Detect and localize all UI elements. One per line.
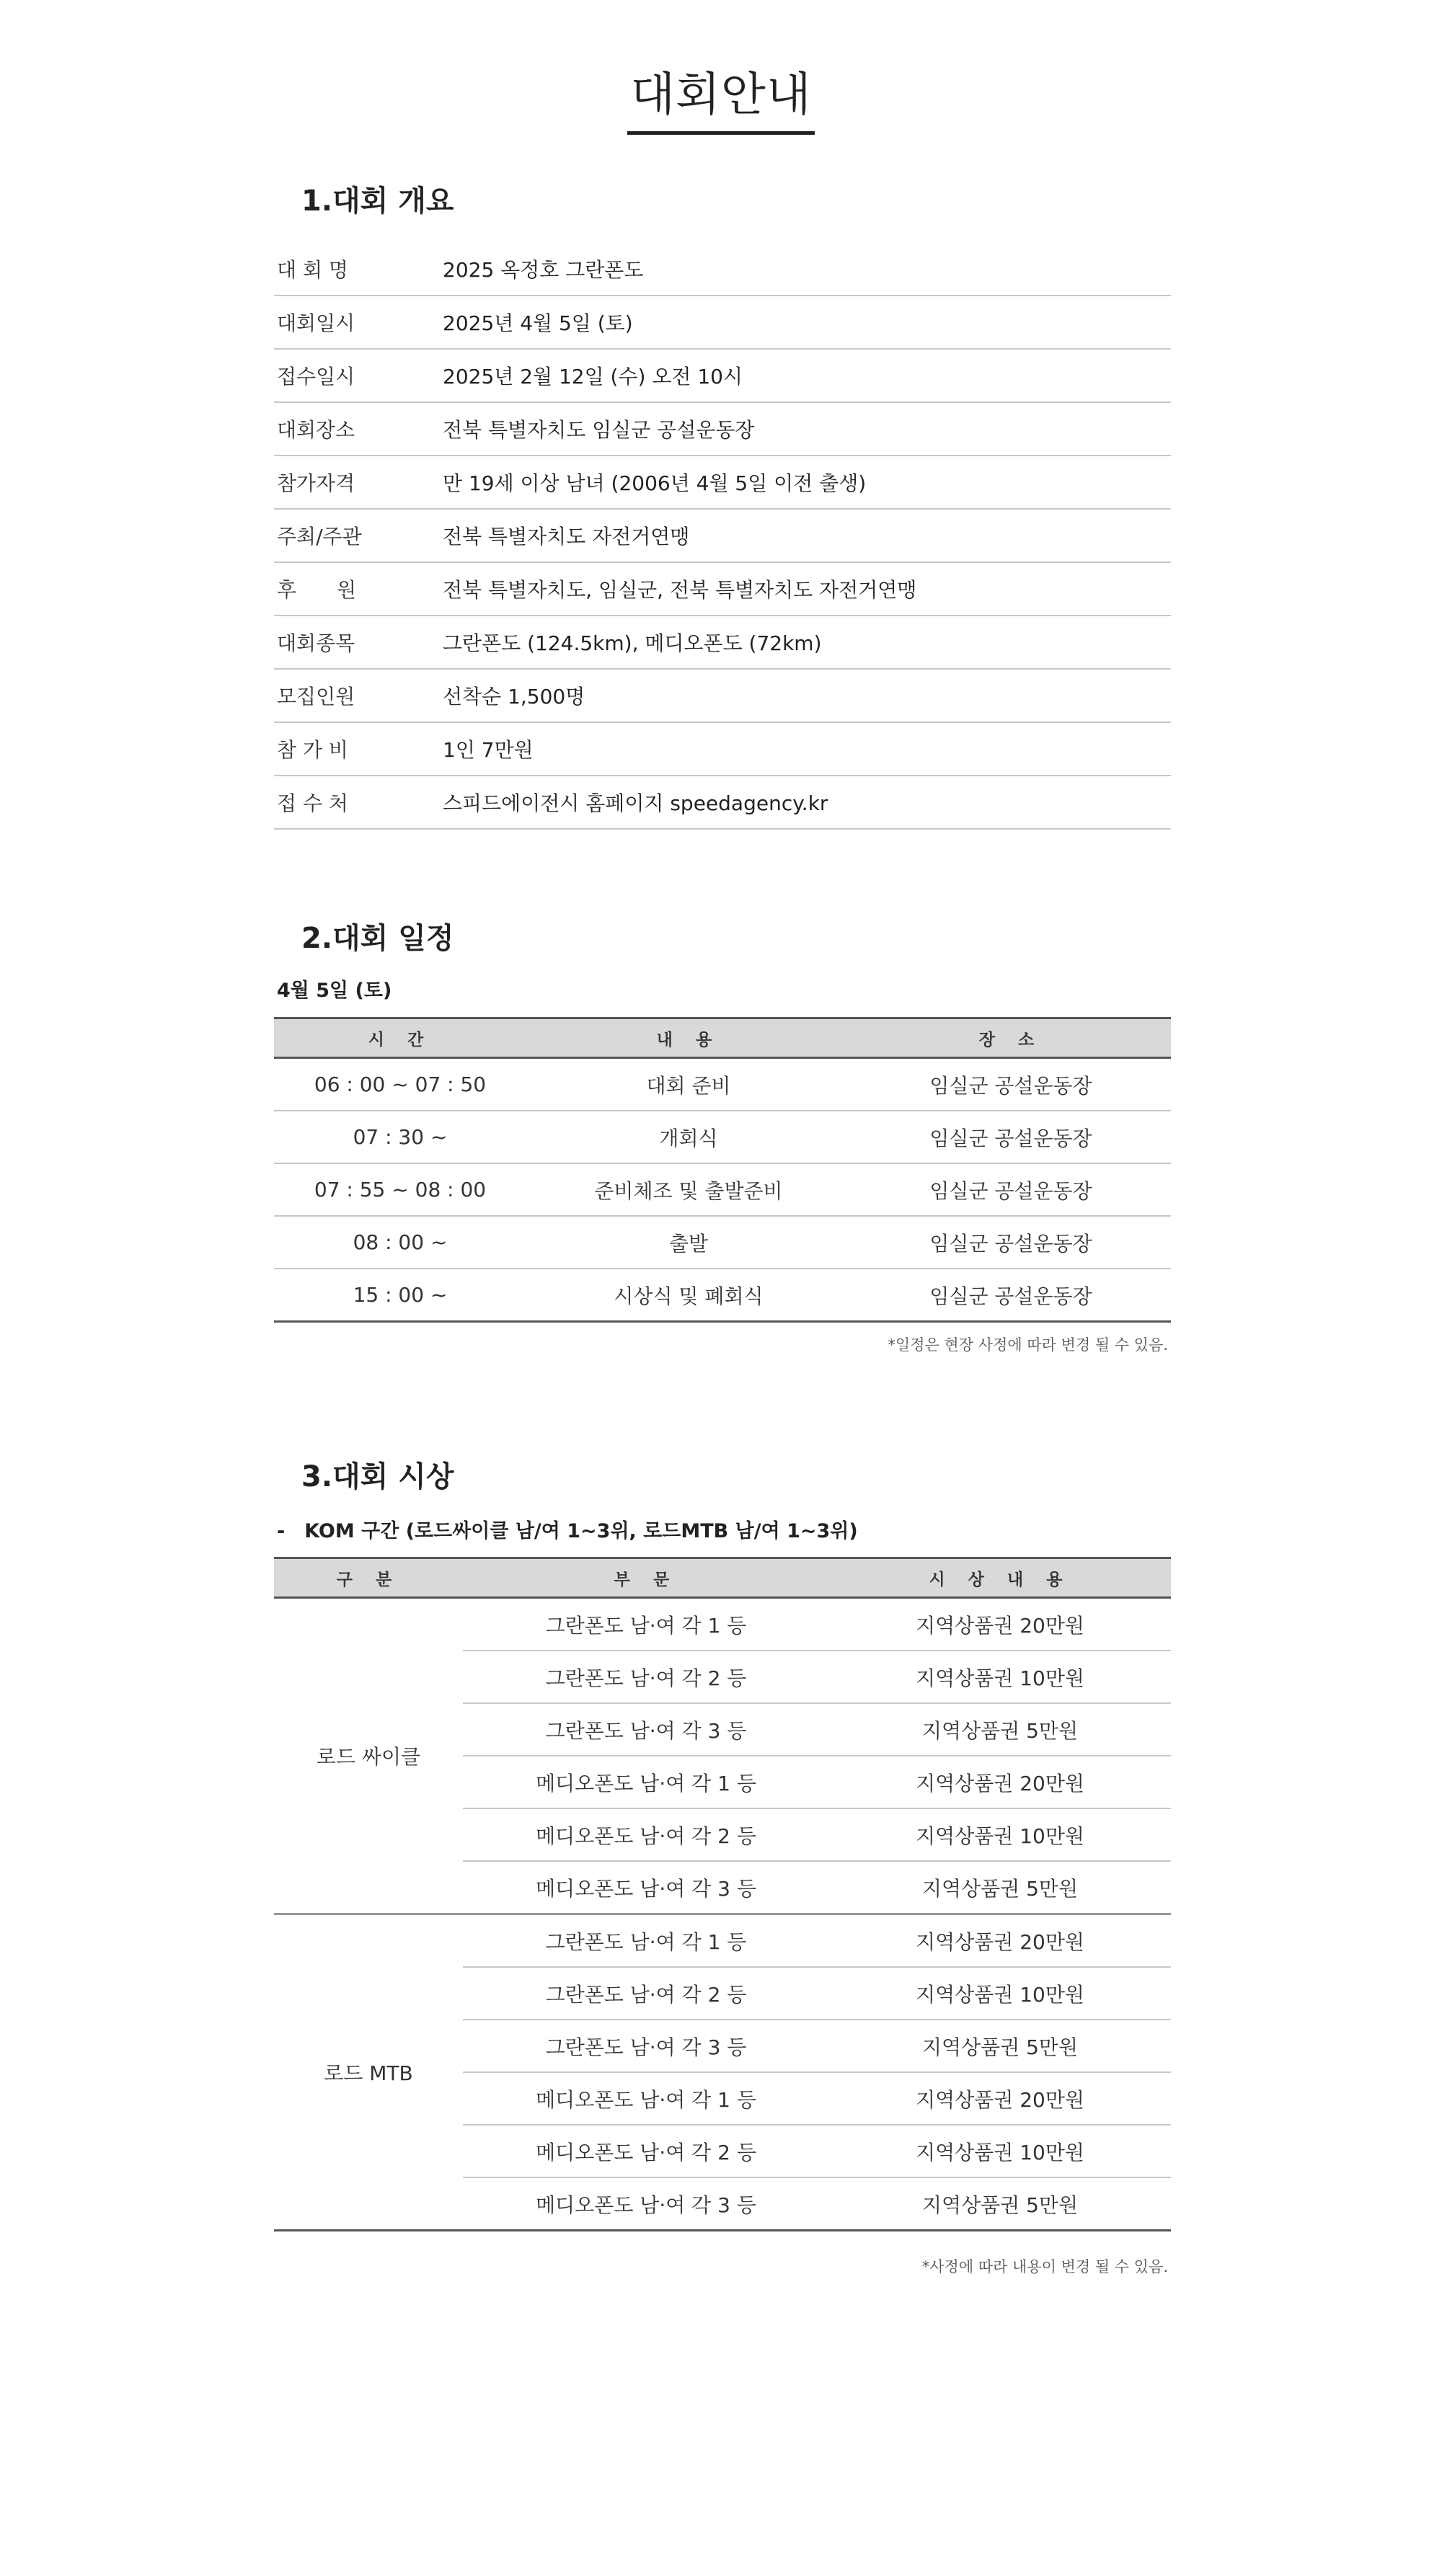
- awards-prize: 지역상품권 5만원: [829, 2020, 1171, 2072]
- schedule-place: 임실군 공설운동장: [851, 1216, 1171, 1269]
- awards-prize: 지역상품권 10만원: [829, 1808, 1171, 1861]
- awards-division: 메디오폰도 남·여 각 3 등: [463, 2177, 829, 2231]
- overview-title: 1.대회 개요: [301, 185, 454, 218]
- overview-label: 참 가 비: [277, 738, 348, 762]
- overview-value: 2025년 4월 5일 (토): [443, 311, 633, 335]
- awards-prize: 지역상품권 20만원: [829, 1914, 1171, 1968]
- overview-row: [274, 296, 1171, 350]
- overview-label: 후 원: [277, 578, 357, 602]
- awards-header-row: [274, 1558, 1171, 1598]
- schedule-row: [274, 1058, 1171, 1111]
- overview-label: 대 회 명: [277, 258, 348, 282]
- schedule-time: 08 : 00 ~: [274, 1216, 526, 1269]
- overview-row: [274, 616, 1171, 670]
- overview-row: [274, 456, 1171, 510]
- awards-division: 메디오폰도 남·여 각 1 등: [463, 2072, 829, 2125]
- overview-value: 만 19세 이상 남녀 (2006년 4월 5일 이전 출생): [443, 471, 867, 495]
- schedule-place: 임실군 공설운동장: [851, 1111, 1171, 1163]
- awards-header-category: 구 분: [274, 1558, 463, 1598]
- schedule-header-content: 내 용: [526, 1018, 851, 1058]
- schedule-content: 시상식 및 폐회식: [526, 1269, 851, 1322]
- overview-row: [274, 243, 1171, 296]
- awards-division: 그란폰도 남·여 각 3 등: [463, 2020, 829, 2072]
- schedule-content: 준비체조 및 출발준비: [526, 1163, 851, 1216]
- overview-label: 모집인원: [277, 685, 355, 709]
- overview-label: 접수일시: [277, 365, 355, 388]
- awards-division: 그란폰도 남·여 각 1 등: [463, 1598, 829, 1651]
- awards-division: 그란폰도 남·여 각 3 등: [463, 1703, 829, 1756]
- schedule-place: 임실군 공설운동장: [851, 1163, 1171, 1216]
- overview-table: [274, 243, 1171, 830]
- overview-row: [274, 723, 1171, 776]
- overview-value: 전북 특별자치도 자전거연맹: [443, 525, 690, 548]
- awards-title: 3.대회 시상: [301, 1460, 454, 1493]
- awards-subtitle: - KOM 구간 (로드싸이클 남/여 1~3위, 로드MTB 남/여 1~3위): [277, 1520, 858, 1542]
- page-title: [0, 58, 1442, 135]
- overview-label: 접 수 처: [277, 791, 348, 815]
- awards-division: 메디오폰도 남·여 각 2 등: [463, 2125, 829, 2177]
- overview-label: 대회장소: [277, 418, 355, 442]
- awards-header-division: 부 문: [463, 1558, 829, 1598]
- overview-value: 2025 옥정호 그란폰도: [443, 258, 644, 282]
- page-title-text: 대회안내: [627, 58, 814, 135]
- awards-division: 그란폰도 남·여 각 2 등: [463, 1651, 829, 1703]
- schedule-time: 07 : 30 ~: [274, 1111, 526, 1163]
- overview-label: 주최/주관: [277, 525, 362, 548]
- schedule-time: 15 : 00 ~: [274, 1269, 526, 1322]
- schedule-time: 06 : 00 ~ 07 : 50: [274, 1058, 526, 1111]
- awards-row: [274, 1598, 1171, 1651]
- schedule-time: 07 : 55 ~ 08 : 00: [274, 1163, 526, 1216]
- overview-value: 선착순 1,500명: [443, 685, 585, 709]
- awards-prize: 지역상품권 20만원: [829, 2072, 1171, 2125]
- awards-prize: 지역상품권 20만원: [829, 1756, 1171, 1808]
- schedule-header-row: [274, 1018, 1171, 1058]
- overview-value: 스피드에이전시 홈페이지 speedagency.kr: [443, 791, 828, 815]
- overview-label: 대회일시: [277, 311, 355, 335]
- awards-division: 그란폰도 남·여 각 2 등: [463, 1967, 829, 2020]
- schedule-row: [274, 1216, 1171, 1269]
- overview-value: 1인 7만원: [443, 738, 534, 762]
- awards-division: 그란폰도 남·여 각 1 등: [463, 1914, 829, 1968]
- overview-row: [274, 510, 1171, 563]
- awards-prize: 지역상품권 10만원: [829, 1651, 1171, 1703]
- schedule-content: 대회 준비: [526, 1058, 851, 1111]
- schedule-header-time: 시 간: [274, 1018, 526, 1058]
- overview-value: 2025년 2월 12일 (수) 오전 10시: [443, 365, 743, 388]
- schedule-place: 임실군 공설운동장: [851, 1269, 1171, 1322]
- schedule-header-place: 장 소: [851, 1018, 1171, 1058]
- schedule-row: [274, 1111, 1171, 1163]
- schedule-row: [274, 1269, 1171, 1322]
- schedule-content: 출발: [526, 1216, 851, 1269]
- schedule-note: *일정은 현장 사정에 따라 변경 될 수 있음.: [888, 1336, 1168, 1354]
- awards-header-prize: 시 상 내 용: [829, 1558, 1171, 1598]
- overview-label: 대회종목: [277, 631, 355, 655]
- overview-value: 그란폰도 (124.5km), 메디오폰도 (72km): [443, 631, 822, 655]
- awards-table: [274, 1557, 1171, 2231]
- schedule-content: 개회식: [526, 1111, 851, 1163]
- awards-division: 메디오폰도 남·여 각 3 등: [463, 1861, 829, 1914]
- awards-prize: 지역상품권 5만원: [829, 2177, 1171, 2231]
- overview-value: 전북 특별자치도 임실군 공설운동장: [443, 418, 755, 442]
- schedule-date: 4월 5일 (토): [277, 980, 392, 1002]
- awards-category: 로드 싸이클: [274, 1598, 463, 1914]
- awards-prize: 지역상품권 10만원: [829, 2125, 1171, 2177]
- awards-row: [274, 1914, 1171, 1968]
- awards-prize: 지역상품권 5만원: [829, 1703, 1171, 1756]
- overview-value: 전북 특별자치도, 임실군, 전북 특별자치도 자전거연맹: [443, 578, 917, 602]
- overview-row: [274, 563, 1171, 616]
- overview-row: [274, 670, 1171, 723]
- awards-division: 메디오폰도 남·여 각 1 등: [463, 1756, 829, 1808]
- overview-row: [274, 350, 1171, 403]
- overview-row: [274, 403, 1171, 456]
- awards-category: 로드 MTB: [274, 1914, 463, 2231]
- schedule-title: 2.대회 일정: [301, 922, 454, 955]
- awards-prize: 지역상품권 10만원: [829, 1967, 1171, 2020]
- awards-prize: 지역상품권 5만원: [829, 1861, 1171, 1914]
- awards-prize: 지역상품권 20만원: [829, 1598, 1171, 1651]
- schedule-place: 임실군 공설운동장: [851, 1058, 1171, 1111]
- schedule-table: [274, 1017, 1171, 1323]
- awards-note: *사정에 따라 내용이 변경 될 수 있음.: [921, 2258, 1168, 2275]
- overview-row: [274, 776, 1171, 830]
- schedule-row: [274, 1163, 1171, 1216]
- awards-division: 메디오폰도 남·여 각 2 등: [463, 1808, 829, 1861]
- overview-label: 참가자격: [277, 471, 355, 495]
